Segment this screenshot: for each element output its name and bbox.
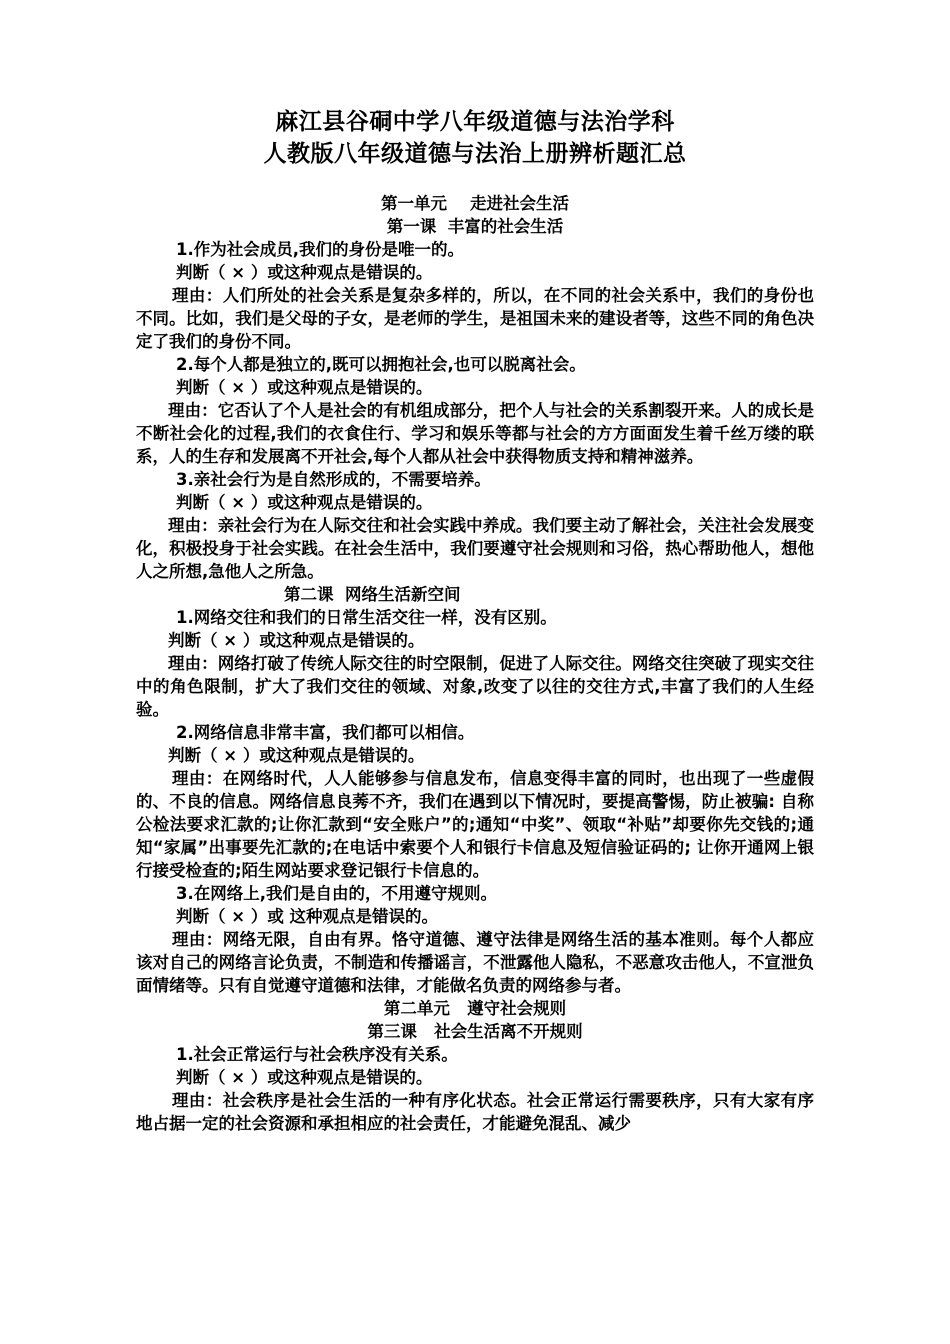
judgment-text: 判断（ × ）或这种观点是错误的。 xyxy=(176,1068,433,1087)
reason-text: 理由：网络无限，自由有界。恪守道德、遵守法律是网络生活的基本准则。每个人都应该对自己的网络言论负责，不制造和传播谣言，不泄露他人隐私，不恶意攻击他人，不宣泄负面情绪等。只有自觉遵守道德和法律，才能做名负责的网络参与者。 xyxy=(136,930,814,995)
question-text: 3.在网络上,我们是自由的，不用遵守规则。 xyxy=(176,884,498,903)
question-text: 1.作为社会成员,我们的身份是唯一的。 xyxy=(176,240,465,259)
document-page xyxy=(136,106,814,1135)
question-text: 3.亲社会行为是自然形成的，不需要培养。 xyxy=(176,470,491,489)
question-text: 1.网络交往和我们的日常生活交往一样，没有区别。 xyxy=(176,608,557,627)
judgment-text: 判断（ × ）或这种观点是错误的。 xyxy=(176,493,433,512)
question-text: 2.网络信息非常丰富，我们都可以相信。 xyxy=(176,723,475,742)
judgment-text: 判断（ × ）或 这种观点是错误的。 xyxy=(176,907,439,926)
judgment-text: 判断（ × ）或这种观点是错误的。 xyxy=(168,631,425,650)
reason-text: 理由：网络打破了传统人际交往的时空限制，促进了人际交往。网络交往突破了现实交往中的角色限制，扩大了我们交往的领域、对象,改变了以往的交往方式,丰富了我们的人生经验。 xyxy=(136,654,814,719)
question-text: 1.社会正常运行与社会秩序没有关系。 xyxy=(176,1045,458,1064)
reason-text: 理由：在网络时代，人人能够参与信息发布，信息变得丰富的同时，也出现了一些虚假的、不良的信息。网络信息良莠不齐，我们在遇到以下情况时，要提高警惕，防止被骗: 自称公检法要求汇款的;让你汇款到“安全账户”的;通知“中奖”、领取“补贴”却要你先交钱的;通知“家属”出事要先汇款的;在电话中索要个人和银行卡信息及短信验证码的; 让你开通网上银行接受检查的;陌生网站要求登记银行卡信息的。 xyxy=(136,769,814,880)
judgment-text: 判断（ × ）或这种观点是错误的。 xyxy=(176,263,433,282)
lesson-2-title: 第二课 网络生活新空间 xyxy=(284,585,461,604)
lesson-3-title: 第三课 社会生活离不开规则 xyxy=(367,1022,583,1041)
reason-text: 理由：社会秩序是社会生活的一种有序化状态。社会正常运行需要秩序，只有大家有序地占据一定的社会资源和承担相应的社会责任，才能避免混乱、减少 xyxy=(136,1091,814,1133)
unit-1-title: 第一单元 走进社会生活 xyxy=(381,194,569,213)
unit-2-title: 第二单元 遵守社会规则 xyxy=(383,999,567,1018)
reason-text: 理由：它否认了个人是社会的有机组成部分，把个人与社会的关系割裂开来。人的成长是不断社会化的过程,我们的衣食住行、学习和娱乐等都与社会的方方面面发生着千丝万缕的联系，人的生存和发展离不开社会,每个人都从社会中获得物质支持和精神滋养。 xyxy=(136,401,814,466)
judgment-text: 判断（ × ）或这种观点是错误的。 xyxy=(176,378,433,397)
lesson-1-title: 第一课 丰富的社会生活 xyxy=(386,217,564,236)
judgment-text: 判断（ × ）或这种观点是错误的。 xyxy=(168,746,425,765)
reason-text: 理由：亲社会行为在人际交往和社会实践中养成。我们要主动了解社会，关注社会发展变化，积极投身于社会实践。在社会生活中，我们要遵守社会规则和习俗，热心帮助他人，想他人之所想,急他人之所急。 xyxy=(136,516,814,581)
document-title-line-1: 麻江县谷硐中学八年级道德与法治学科 xyxy=(275,109,675,135)
question-text: 2.每个人都是独立的,既可以拥抱社会,也可以脱离社会。 xyxy=(176,355,586,374)
document-title-line-2: 人教版八年级道德与法治上册辨析题汇总 xyxy=(263,141,687,167)
title-spacer xyxy=(136,170,814,192)
reason-text: 理由：人们所处的社会关系是复杂多样的，所以，在不同的社会关系中，我们的身份也不同。比如，我们是父母的子女，是老师的学生，是祖国未来的建设者等，这些不同的角色决定了我们的身份不同。 xyxy=(136,286,814,351)
